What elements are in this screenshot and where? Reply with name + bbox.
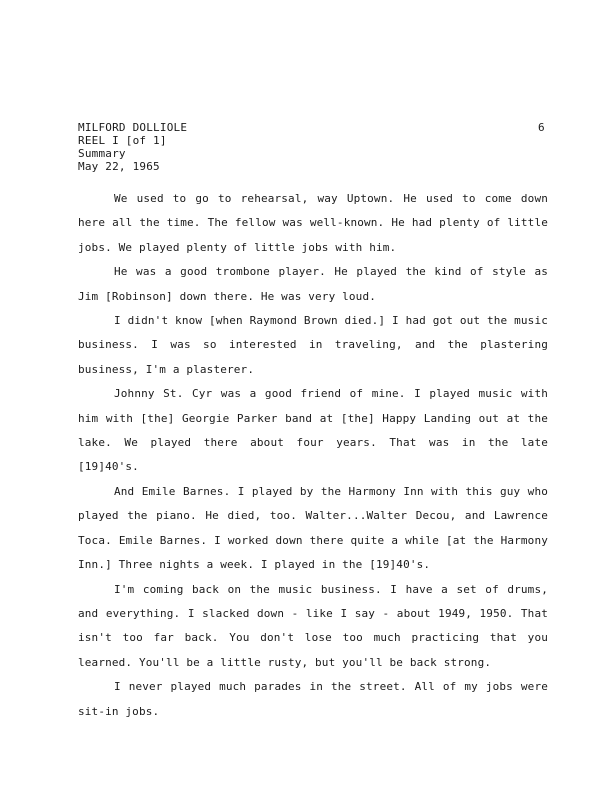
document-type: Summary <box>78 147 126 160</box>
reel-label: REEL I [of 1] <box>78 134 167 147</box>
interviewee-name: MILFORD DOLLIOLE <box>78 121 188 134</box>
paragraph: And Emile Barnes. I played by the Harmony Inn with this guy who played the piano. He died, too. Walter...Walter Decou, and Lawrence Toca. Emile Barnes. I worked down there quite a while [at the Harmony Inn.] Three nights a week. I played in the [19]40's. <box>78 484 548 572</box>
paragraph: We used to go to rehearsal, way Uptown. He used to come down here all the time. The fellow was well-known. He had plenty of little jobs. We played plenty of little jobs with him. <box>78 192 548 254</box>
interview-date: May 22, 1965 <box>78 160 160 173</box>
paragraph: I didn't know [when Raymond Brown died.] I had got out the music business. I was so interested in traveling, and the plastering business, I'm a plasterer. <box>78 314 548 376</box>
paragraph: I'm coming back on the music business. I have a set of drums, and everything. I slacked down - like I say - about 1949, 1950. That isn't too far back. You don't lose too much practicing that you learned. You'll be a little rusty, but you'll be back strong. <box>78 582 548 669</box>
transcript-body <box>78 187 548 724</box>
page-number: 6 <box>538 121 545 134</box>
paragraph: Johnny St. Cyr was a good friend of mine. I played music with him with [the] Georgie Parker band at [the] Happy Landing out at the lake. We played there about four years. That was in the late [19]40's. <box>78 387 548 474</box>
paragraph: I never played much parades in the street. All of my jobs were sit-in jobs. <box>78 680 548 718</box>
paragraph: He was a good trombone player. He played the kind of style as Jim [Robinson] down there. He was very loud. <box>78 265 548 303</box>
document-header <box>78 121 187 173</box>
